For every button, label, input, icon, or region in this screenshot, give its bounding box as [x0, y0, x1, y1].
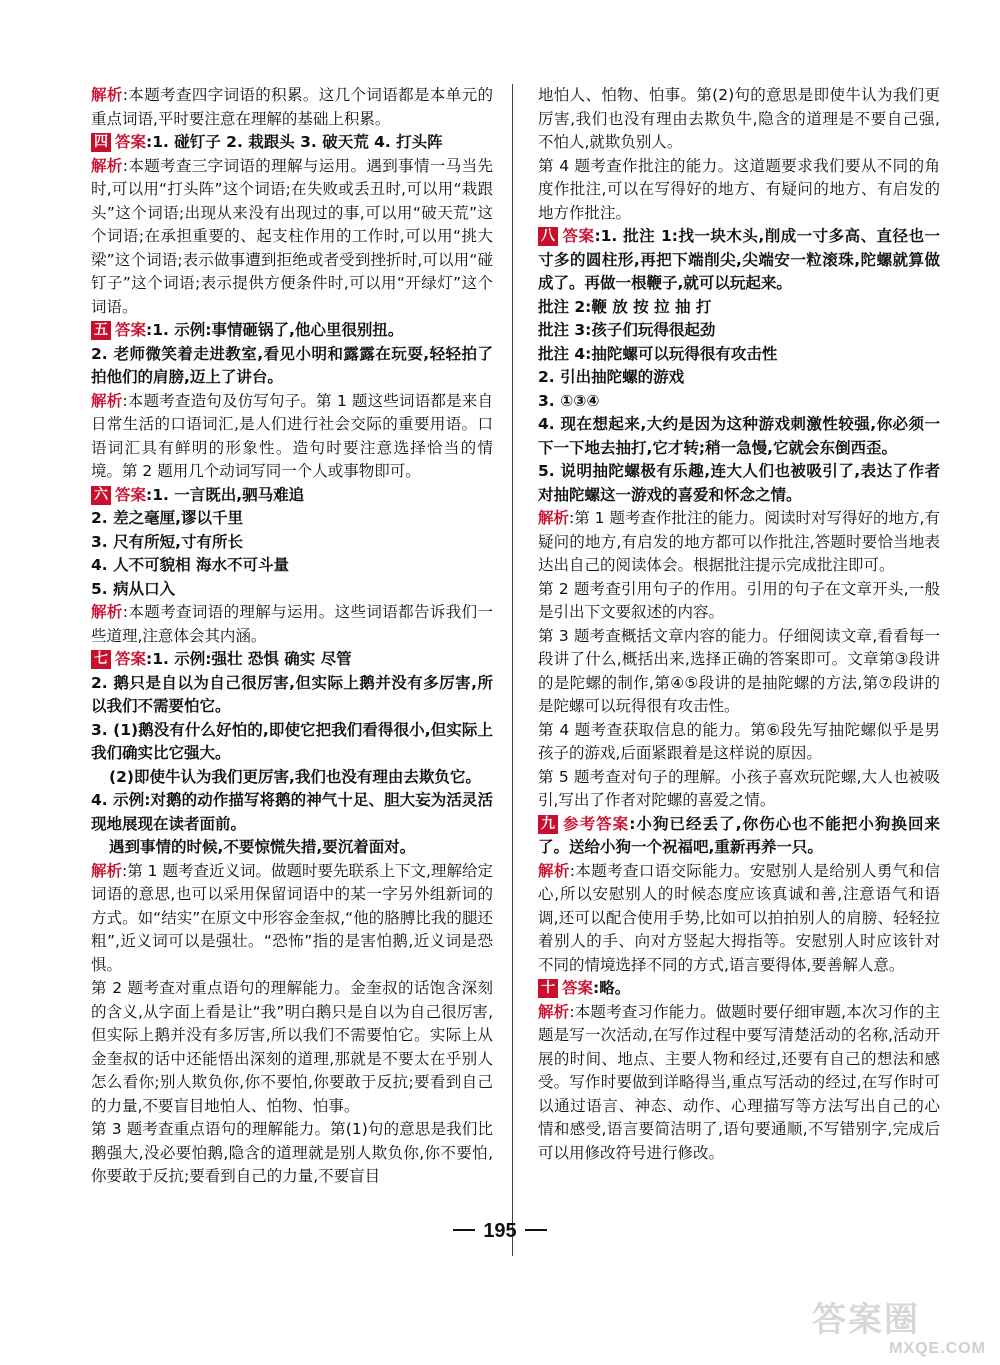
paragraph [91, 390, 493, 484]
paragraph [91, 977, 493, 1118]
paragraph [538, 1001, 940, 1166]
footer-dash-right [525, 1229, 547, 1231]
paragraph [91, 836, 493, 860]
answer-label: 答案 [562, 227, 595, 245]
explanation-text: :本题考查词语的理解与运用。这些词语都告诉我们一些道理,注意体会其内涵。 [91, 603, 493, 645]
paragraph [538, 860, 940, 978]
paragraph [91, 578, 493, 602]
watermark-logo: 答案圈 [812, 1300, 920, 1340]
paragraph [91, 719, 493, 766]
answer-text: :1. 批注 1:找一块木头,削成一寸多高、直径也一寸多的圆柱形,再把下端削尖,尖端安一粒滚珠,陀螺就算做成了。再做一根鞭子,就可以玩起来。 [538, 227, 940, 292]
paragraph [91, 554, 493, 578]
answer-text: 5. 说明抽陀螺极有乐趣,连大人们也被吸引了,表达了作者对抽陀螺这一游戏的喜爱和怀念之情。 [538, 462, 940, 504]
paragraph [91, 789, 493, 836]
answer-text: :1. 示例:事情砸锅了,他心里很别扭。 [146, 321, 404, 339]
paragraph [91, 601, 493, 648]
answer-text: 2. 老师微笑着走进教室,看见小明和露露在玩耍,轻轻拍了拍他们的肩膀,迈上了讲台。 [91, 344, 493, 386]
explanation-text: :本题考查习作能力。做题时要仔细审题,本次习作的主题是写一次活动,在写作过程中要写清楚活动的名称,活动开展的时间、地点、主要人物和经过,还要有自己的想法和感受。写作时要做到详略得当,重点写活动的经过,在写作时可以通过语言、神态、动作、心理描写等方法写出自己的心情和感受,语言要简洁明了,语句要通顺,不写错别字,完成后可以用修改符号进行修改。 [538, 1002, 940, 1162]
paragraph [538, 296, 940, 320]
page-number: 195 [483, 1220, 517, 1242]
paragraph [91, 766, 493, 790]
answer-text: 2. 鹅只是自以为自己很厉害,但实际上鹅并没有多厉害,所以我们不需要怕它。 [91, 673, 493, 715]
paragraph [91, 507, 493, 531]
paragraph [91, 672, 493, 719]
explanation-text: :本题考查口语交际能力。安慰别人是给别人勇气和信心,所以安慰别人的时候态度应该真诚和善,注意语气和语调,还可以配合使用手势,比如可以拍拍别人的肩膀、轻轻拉着别人的手、向对方竖起大拇指等。安慰别人时应该针对不同的情境选择不同的方式,语言要得体,要善解人意。 [538, 861, 940, 974]
answer-label: 解析 [91, 391, 123, 410]
left-column [91, 84, 493, 1189]
answer-text: :小狗已经丢了,你伤心也不能把小狗换回来了。送给小狗一个祝福吧,重新再养一只。 [538, 814, 940, 856]
paragraph [91, 343, 493, 390]
answer-text: 4. 现在想起来,大约是因为这种游戏刺激性较强,你必须一下一下地去抽打,它才转;稍一急慢,它就会东倒西歪。 [538, 415, 940, 457]
explanation-text: 第 4 题考查作批注的能力。这道题要求我们要从不同的角度作批注,可以在写得好的地方、有疑问的地方、有启发的地方作批注。 [538, 156, 940, 222]
answer-text: 遇到事情的时候,不要惊慌失措,要沉着面对。 [109, 838, 416, 856]
answer-label: 答案 [115, 321, 147, 339]
answer-label: 解析 [538, 509, 570, 527]
explanation-text: :第 1 题考查近义词。做题时要先联系上下文,理解给定词语的意思,也可以采用保留词语中的某一字另外组新词的方式。如“结实”在原文中形容金奎叔,“他的胳膊比我的腿还粗”,近义词可以是强壮。“恐怖”指的是害怕鹅,近义词是恐惧。 [91, 861, 493, 974]
explanation-text: :本题考查造句及仿写句子。第 1 题这些词语都是来自日常生活的口语词汇,是人们进行社会交际的重要用语。口语词汇具有鲜明的形象性。造句时要注意选择恰当的情境。第 2 题用几个动词写同一个人或事物即可。 [91, 391, 493, 480]
answer-label: 解析 [538, 861, 570, 880]
paragraph [538, 766, 940, 813]
watermark-url: MXQE.COM [889, 1340, 986, 1357]
paragraph [91, 319, 493, 343]
section-number-badge: 六 [91, 486, 111, 505]
answer-text: 2. 引出抽陀螺的游戏 [538, 368, 685, 386]
answer-text: 3. 尺有所短,寸有所长 [91, 532, 243, 551]
paragraph [91, 84, 493, 131]
explanation-text: 地怕人、怕物、怕事。第(2)句的意思是即使牛认为我们更厉害,我们也没有理由去欺负牛,隐含的道理是不要自己强,不怕人,就欺负别人。 [538, 86, 940, 151]
answer-label: 解析 [91, 603, 123, 621]
answer-text: 4. 示例:对鹅的动作描写将鹅的神气十足、胆大妄为活灵活现地展现在读者面前。 [91, 791, 493, 833]
explanation-text: 第 3 题考查概括文章内容的能力。仔细阅读文章,看看每一段讲了什么,概括出来,选择正确的答案即可。文章第③段讲的是陀螺的制作,第④⑤段讲的是抽陀螺的方法,第⑦段讲的是陀螺可以玩得很有攻击性。 [538, 626, 940, 715]
paragraph [538, 390, 940, 414]
section-number-badge: 四 [91, 133, 111, 152]
paragraph [91, 648, 493, 672]
right-column [538, 84, 940, 1165]
answer-label: 解析 [91, 861, 123, 880]
paragraph [538, 507, 940, 578]
page-footer [445, 1220, 555, 1243]
answer-text: :1. 一言既出,驷马难追 [146, 485, 305, 504]
answer-label: 解析 [538, 1002, 570, 1021]
answer-text: 5. 病从口入 [91, 579, 176, 598]
explanation-text: 第 2 题考查引用句子的作用。引用的句子在文章开头,一般是引出下文要叙述的内容。 [538, 579, 940, 621]
answer-text: :略。 [593, 979, 631, 997]
answer-text: 批注 2:鞭 放 按 拉 抽 打 [538, 297, 712, 316]
paragraph [538, 813, 940, 860]
answer-text: :1. 示例:强壮 恐惧 确实 尽管 [146, 650, 352, 668]
watermark [812, 1300, 992, 1360]
paragraph [538, 625, 940, 719]
section-number-badge: 五 [91, 321, 111, 340]
paragraph [538, 413, 940, 460]
answer-text: :1. 碰钉子 2. 栽跟头 3. 破天荒 4. 打头阵 [146, 133, 443, 151]
answer-label: 答案 [562, 979, 594, 997]
answer-text: 4. 人不可貌相 海水不可斗量 [91, 556, 289, 574]
paragraph [538, 84, 940, 155]
section-number-badge: 八 [538, 227, 558, 246]
paragraph [538, 225, 940, 296]
answer-label: 参考答案 [562, 814, 630, 833]
paragraph [91, 484, 493, 508]
explanation-text: :本题考查四字词语的积累。这几个词语都是本单元的重点词语,平时要注意在理解的基础上积累。 [91, 86, 493, 128]
answer-text: (2)即使牛认为我们更厉害,我们也没有理由去欺负它。 [109, 767, 481, 786]
paragraph [538, 319, 940, 343]
answer-label: 答案 [115, 650, 147, 668]
column-divider [512, 84, 513, 1256]
answer-label: 解析 [91, 86, 123, 104]
paragraph [538, 155, 940, 226]
section-number-badge: 七 [91, 650, 111, 669]
paragraph [538, 977, 940, 1001]
answer-text: 批注 4:抽陀螺可以玩得很有攻击性 [538, 344, 778, 363]
answer-text: 2. 差之毫厘,谬以千里 [91, 509, 243, 527]
footer-dash-left [453, 1229, 475, 1231]
paragraph [538, 366, 940, 390]
paragraph [91, 131, 493, 155]
answer-label: 答案 [115, 133, 147, 151]
paragraph [538, 578, 940, 625]
explanation-text: 第 3 题考查重点语句的理解能力。第(1)句的意思是我们比鹅强大,没必要怕鹅,隐含的道理就是别人欺负你,你不要怕,你要敢于反抗;要看到自己的力量,不要盲目 [91, 1120, 493, 1185]
section-number-badge: 九 [538, 815, 558, 834]
paragraph [538, 719, 940, 766]
explanation-text: 第 2 题考查对重点语句的理解能力。金奎叔的话饱含深刻的含义,从字面上看是让“我”明白鹅只是自以为自己很厉害,但实际上鹅并没有多厉害,所以我们不需要怕它。实际上从金奎叔的话中还能悟出深刻的道理,那就是不要太在乎别人怎么看你;别人欺负你,你不要怕,你要敢于反抗;要看到自己的力量,不要盲目地怕人、怕物、怕事。 [91, 979, 493, 1115]
answer-text: 3. (1)鹅没有什么好怕的,即使它把我们看得很小,但实际上我们确实比它强大。 [91, 720, 493, 762]
explanation-text: :第 1 题考查作批注的能力。阅读时对写得好的地方,有疑问的地方,有启发的地方都可以作批注,答题时要恰当地表达出自己的阅读体会。根据批注提示完成批注即可。 [538, 509, 940, 574]
explanation-text: 第 4 题考查获取信息的能力。第⑥段先写抽陀螺似乎是男孩子的游戏,后面紧跟着是这样说的原因。 [538, 720, 940, 762]
answer-label: 答案 [115, 485, 147, 504]
paragraph [91, 155, 493, 320]
answer-text: 3. ①③④ [538, 391, 600, 410]
explanation-text: 第 5 题考查对句子的理解。小孩子喜欢玩陀螺,大人也被吸引,写出了作者对陀螺的喜爱之情。 [538, 767, 940, 809]
answer-label: 解析 [91, 156, 123, 175]
section-number-badge: 十 [538, 979, 558, 998]
paragraph [91, 1118, 493, 1189]
paragraph [538, 460, 940, 507]
answer-text: 批注 3:孩子们玩得很起劲 [538, 321, 716, 339]
paragraph [91, 860, 493, 978]
paragraph [538, 343, 940, 367]
explanation-text: :本题考查三字词语的理解与运用。遇到事情一马当先时,可以用“打头阵”这个词语;在失败或丢丑时,可以用“栽跟头”这个词语;出现从来没有出现过的事,可以用“破天荒”这个词语;在承担重要的、起支柱作用的工作时,可以用“挑大梁”这个词语;表示做事遭到拒绝或者受到挫折时,可以用“碰钉子”这个词语;表示提供方便条件时,可以用“开绿灯”这个词语。 [91, 156, 493, 316]
paragraph [91, 531, 493, 555]
